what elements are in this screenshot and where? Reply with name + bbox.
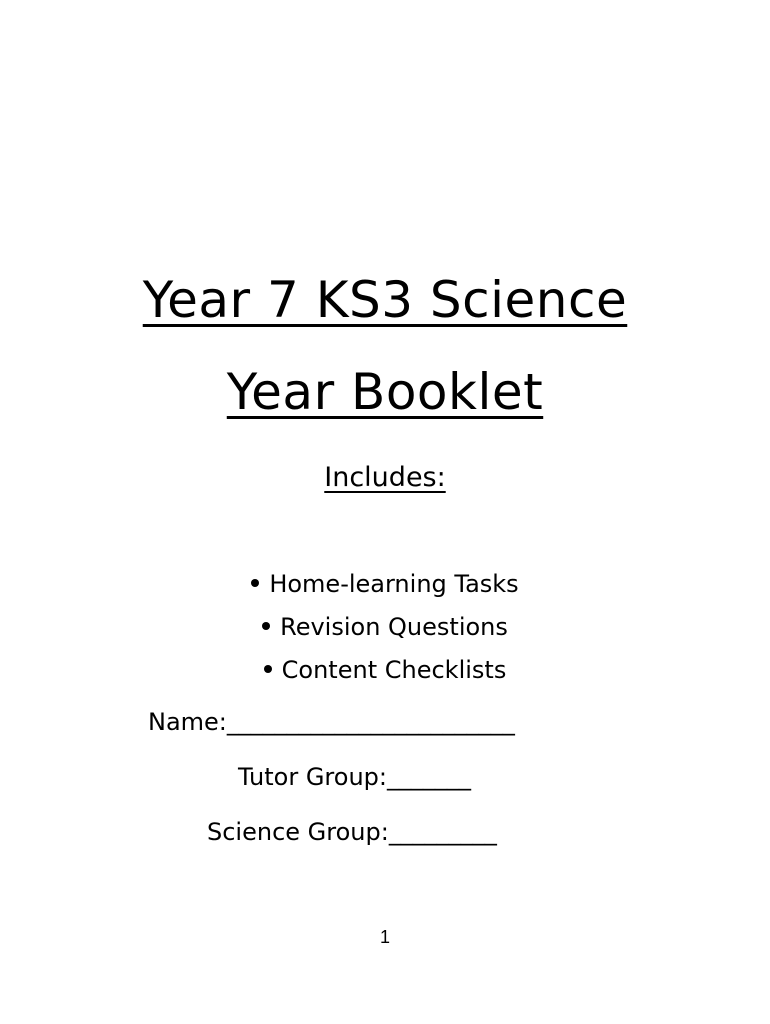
includes-item (0, 649, 770, 692)
page-number: 1 (379, 927, 390, 947)
name-field: Name:________________________ (148, 708, 515, 736)
includes-heading: Includes: (324, 462, 446, 493)
includes-item (0, 563, 770, 606)
includes-item-label: Home-learning Tasks (269, 570, 519, 598)
tutor-group-field: Tutor Group:_______ (238, 763, 471, 791)
booklet-title-line-2: Year Booklet (226, 363, 544, 421)
booklet-title-line-1: Year 7 KS3 Science (142, 271, 628, 329)
bullet-icon (262, 622, 270, 630)
science-group-field: Science Group:_________ (207, 818, 497, 846)
bullet-icon (264, 665, 272, 673)
bullet-icon (251, 579, 259, 587)
includes-item-label: Content Checklists (281, 656, 507, 684)
includes-list (0, 563, 770, 692)
includes-item-label: Revision Questions (280, 613, 508, 641)
includes-item (0, 606, 770, 649)
